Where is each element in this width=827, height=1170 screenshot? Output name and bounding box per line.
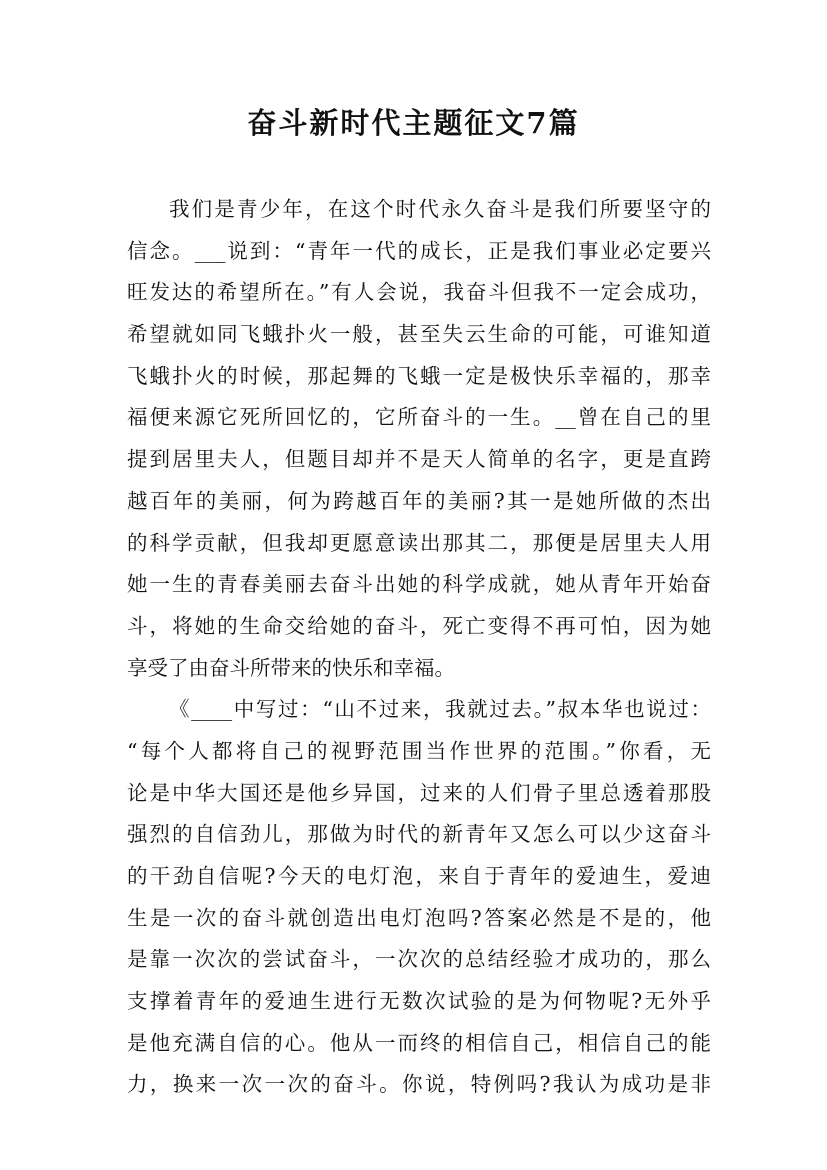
text-line: 支撑着青年的爱迪生进行无数次试验的是为何物呢?无外乎	[127, 989, 711, 1014]
text-line: 生是一次的奋斗就创造出电灯泡吗?答案必然是不是的，他	[127, 905, 711, 930]
document-title: 奋斗新时代主题征文7篇	[247, 106, 580, 140]
text-line: 提到居里夫人，但题目却并不是天人简单的名字，更是直跨	[127, 447, 711, 472]
document-body	[127, 189, 711, 1106]
text-line: 是靠一次次的尝试奋斗，一次次的总结经验才成功的，那么	[127, 947, 711, 972]
text-line: 是他充满自信的心。他从一而终的相信自己，相信自己的能	[127, 1030, 711, 1055]
text-line: 论是中华大国还是他乡异国，过来的人们骨子里总透着那股	[127, 780, 711, 805]
text-line: 旺发达的希望所在。”有人会说，我奋斗但我不一定会成功，	[127, 280, 711, 305]
text-line: 的科学贡献，但我却更愿意读出那其二，那便是居里夫人用	[127, 530, 711, 555]
text-line: 强烈的自信劲儿，那做为时代的新青年又怎么可以少这奋斗	[127, 822, 711, 847]
text-line: 的干劲自信呢?今天的电灯泡，来自于青年的爱迪生，爱迪	[127, 864, 711, 888]
text-line: “每个人都将自己的视野范围当作世界的范围。”你看，无	[127, 738, 711, 763]
text-line: 希望就如同飞蛾扑火一般，甚至失云生命的可能，可谁知道	[127, 322, 711, 347]
text-line: 我们是青少年，在这个时代永久奋斗是我们所要坚守的	[169, 197, 711, 221]
text-line: 斗，将她的生命交给她的奋斗，死亡变得不再可怕，因为她	[127, 613, 711, 638]
text-line: 飞蛾扑火的时候，那起舞的飞蛾一定是极快乐幸福的，那幸	[127, 363, 711, 388]
text-line: 福便来源它死所回忆的，它所奋斗的一生。__曾在自己的里	[127, 405, 711, 430]
text-line: 越百年的美丽，何为跨越百年的美丽?其一是她所做的杰出	[127, 488, 711, 513]
text-line: 她一生的青春美丽去奋斗出她的科学成就，她从青年开始奋	[127, 572, 711, 597]
text-line: 《____中写过：“山不过来，我就过去。”叔本华也说过：	[169, 697, 711, 722]
text-line: 信念。___说到：“青年一代的成长，正是我们事业必定要兴	[127, 238, 711, 263]
text-line: 力，换来一次一次的奋斗。你说，特例吗?我认为成功是非	[127, 1072, 711, 1097]
text-line: 享受了由奋斗所带来的快乐和幸福。	[127, 655, 455, 680]
